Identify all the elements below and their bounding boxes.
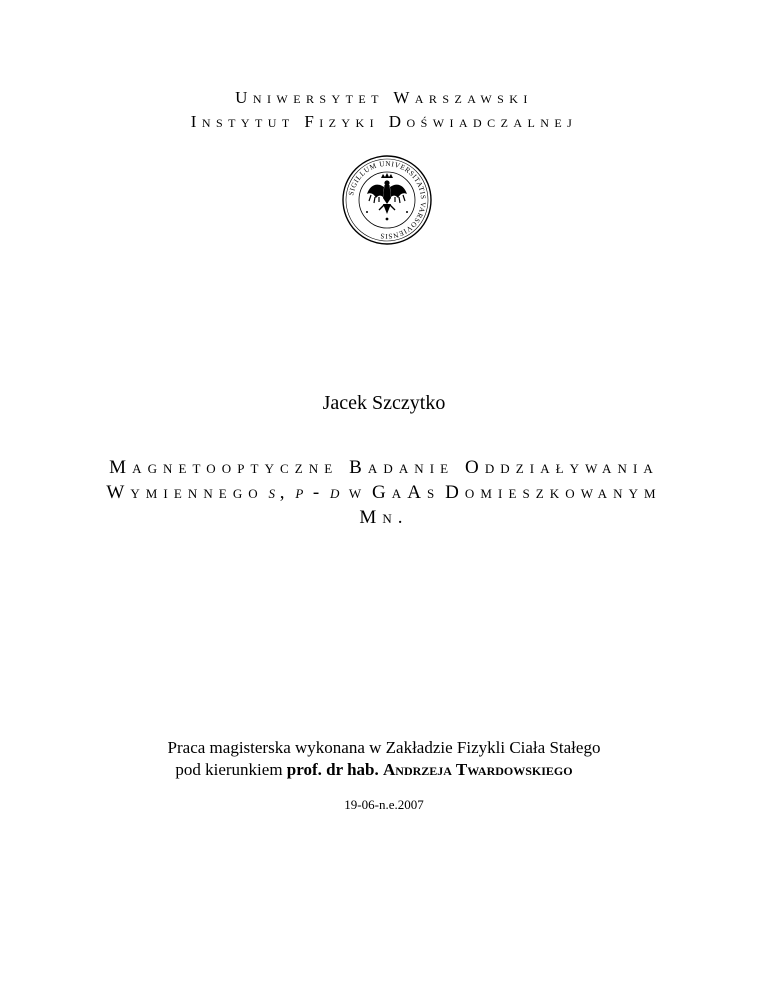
thesis-line-2	[0, 759, 768, 781]
title-line-3: Mn.	[359, 507, 409, 528]
title-dash: -	[312, 482, 326, 503]
title-word-gaas: GaAs	[371, 482, 441, 503]
thesis-title	[0, 455, 768, 530]
thesis-info	[0, 737, 768, 781]
university-seal	[341, 154, 433, 246]
title-symbol-s: s	[268, 482, 280, 503]
title-word-w: w	[348, 482, 368, 503]
supervisor-degree: prof. dr hab.	[286, 760, 379, 779]
title-comma: ,	[279, 482, 291, 503]
seal-ring-text: SIGILLUM UNIVERSITATIS VARSOVIENSIS	[347, 159, 428, 241]
title-line-1: Magnetooptyczne Badanie Oddziaływania	[109, 457, 659, 478]
university-header	[0, 86, 768, 134]
supervisor-name: Andrzeja Twardowskiego	[383, 760, 573, 779]
title-symbol-p: p	[295, 482, 309, 503]
thesis-prefix: pod kierunkiem	[175, 760, 283, 779]
title-line-2	[0, 480, 768, 505]
thesis-date: 19-06-n.e.2007	[344, 797, 424, 812]
title-word-domieszkowanym: Domieszkowanym	[445, 482, 662, 503]
university-name: Uniwersytet Warszawski	[235, 88, 533, 107]
author-name: Jacek Szczytko	[322, 392, 446, 414]
title-symbol-d: d	[329, 482, 345, 503]
eagle-seal-icon	[341, 154, 433, 246]
institute-name: Instytut Fizyki Doświadczalnej	[190, 112, 578, 131]
thesis-line-1: Praca magisterska wykonana w Zakładzie Fizykli Ciała Stałego	[167, 738, 601, 757]
title-word-wymiennego: Wymiennego	[106, 482, 264, 503]
